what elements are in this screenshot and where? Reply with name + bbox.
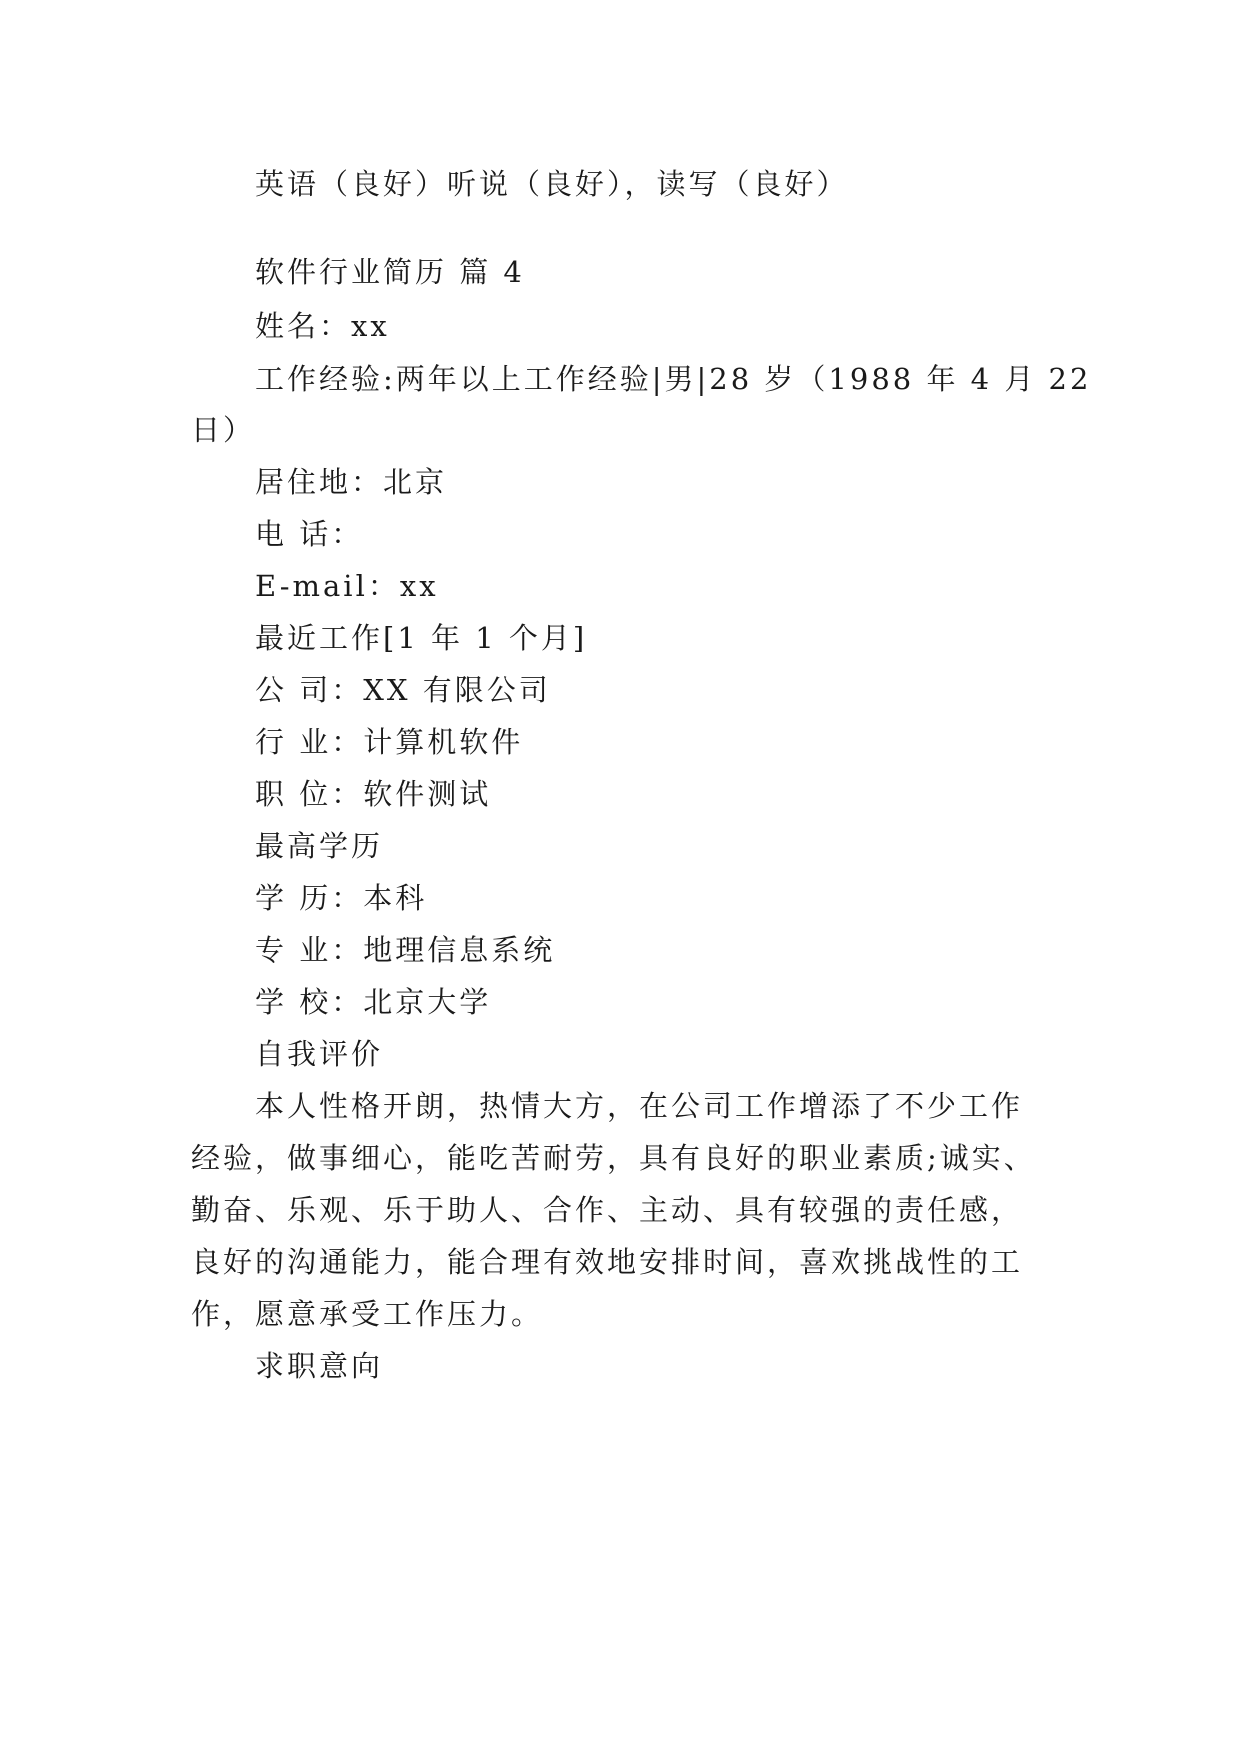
language-skill-line: 英语（良好）听说（良好），读写（良好） (255, 167, 849, 201)
education-heading: 最高学历 (255, 829, 384, 863)
section-title: 软件行业简历 篇 4 (255, 255, 525, 289)
self-evaluation-paragraph-line: 本人性格开朗，热情大方，在公司工作增添了不少工作 (255, 1089, 1024, 1123)
self-evaluation-heading: 自我评价 (255, 1037, 384, 1071)
self-evaluation-paragraph-line: 作，愿意承受工作压力。 (191, 1297, 544, 1331)
position-line: 职 位：软件测试 (255, 777, 492, 811)
company-line: 公 司：XX 有限公司 (255, 673, 551, 707)
self-evaluation-paragraph-line: 良好的沟通能力，能合理有效地安排时间，喜欢挑战性的工 (191, 1245, 1024, 1279)
work-experience-line: 工作经验:两年以上工作经验|男|28 岁（1988 年 4 月 22 (255, 362, 1092, 396)
degree-line: 学 历：本科 (255, 881, 428, 915)
self-evaluation-paragraph-line: 勤奋、乐观、乐于助人、合作、主动、具有较强的责任感， (191, 1193, 1024, 1227)
school-line: 学 校：北京大学 (255, 985, 492, 1019)
major-line: 专 业：地理信息系统 (255, 933, 556, 967)
email-line: E-mail：xx (255, 569, 439, 603)
industry-line: 行 业：计算机软件 (255, 725, 524, 759)
recent-work-heading: 最近工作[1 年 1 个月] (255, 621, 588, 655)
work-experience-line-cont: 日） (191, 413, 256, 447)
residence-line: 居住地：北京 (255, 465, 448, 499)
self-evaluation-paragraph-line: 经验，做事细心，能吃苦耐劳，具有良好的职业素质;诚实、 (191, 1141, 1036, 1175)
job-intention-heading: 求职意向 (255, 1349, 384, 1383)
name-line: 姓名：xx (255, 309, 390, 343)
phone-line: 电 话： (255, 517, 364, 551)
